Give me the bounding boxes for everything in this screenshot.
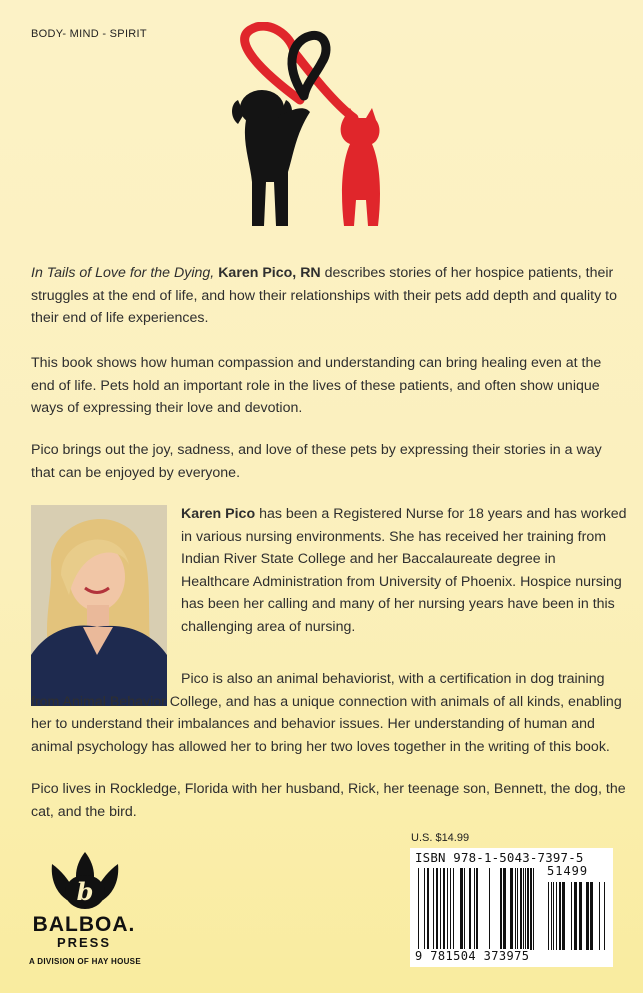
logo-letter: b — [76, 877, 94, 906]
bio-paragraph-2: Pico is also an animal behaviorist, with a certification in dog training from Animal Behavior College, and has a unique connection with animals of all kinds, enabling her to understand their imbalances and behavior issues. Her understanding of human and animal psychology has allowed her to bring her two loves together in the writing of this book. — [31, 671, 622, 755]
ean-number: 9 781504 373975 — [415, 949, 530, 963]
publisher-sub: PRESS — [56, 935, 112, 950]
isbn-barcode — [410, 848, 613, 967]
description-paragraph-1 — [31, 262, 627, 330]
bio-author-name: Karen Pico — [181, 506, 256, 522]
publisher-division: A DIVISION OF HAY HOUSE — [29, 957, 141, 966]
description-text: describes stories of her hospice patients, their struggles at the end of life, and how their relationships with their pets add depth and quality to their end of life experiences. — [31, 265, 617, 326]
book-title: In Tails of Love for the Dying, — [31, 265, 215, 281]
price-label: U.S. $14.99 — [411, 832, 470, 844]
price-addon-code: 51499 — [547, 864, 589, 878]
description-paragraph-2: This book shows how human compassion and understanding can bring healing even at the end of life. Pets hold an important role in the lives of these patients, and often show unique ways of expressing their love and devotion. — [31, 355, 602, 416]
bio-paragraph-3: Pico lives in Rockledge, Florida with her husband, Rick, her teenage son, Bennett, the dog, the cat, and the bird. — [31, 781, 626, 820]
bio-paragraph-1 — [181, 503, 627, 638]
dog-silhouette — [232, 90, 310, 226]
category-label: BODY- MIND - SPIRIT — [31, 28, 147, 40]
description-paragraph-3: Pico brings out the joy, sadness, and love of these pets by expressing their stories in a way that can be enjoyed by everyone. — [31, 442, 602, 481]
cat-silhouette — [341, 108, 380, 226]
author-name: Karen Pico, RN — [218, 265, 321, 281]
dog-cat-heart-illustration — [222, 22, 412, 234]
barcode-bars — [410, 866, 613, 961]
publisher-name: BALBOA. — [32, 913, 136, 936]
isbn-text: ISBN 978-1-5043-7397-5 — [415, 850, 584, 865]
bio-text-1: has been a Registered Nurse for 18 years and has worked in various nursing environments. She has received her training from Indian River State College and her Baccalaureate degree in Healthcare Administration from University of Phoenix. Hospice nursing has been her calling and many of her nursing years have been in this challenging area of nursing. — [181, 506, 627, 635]
